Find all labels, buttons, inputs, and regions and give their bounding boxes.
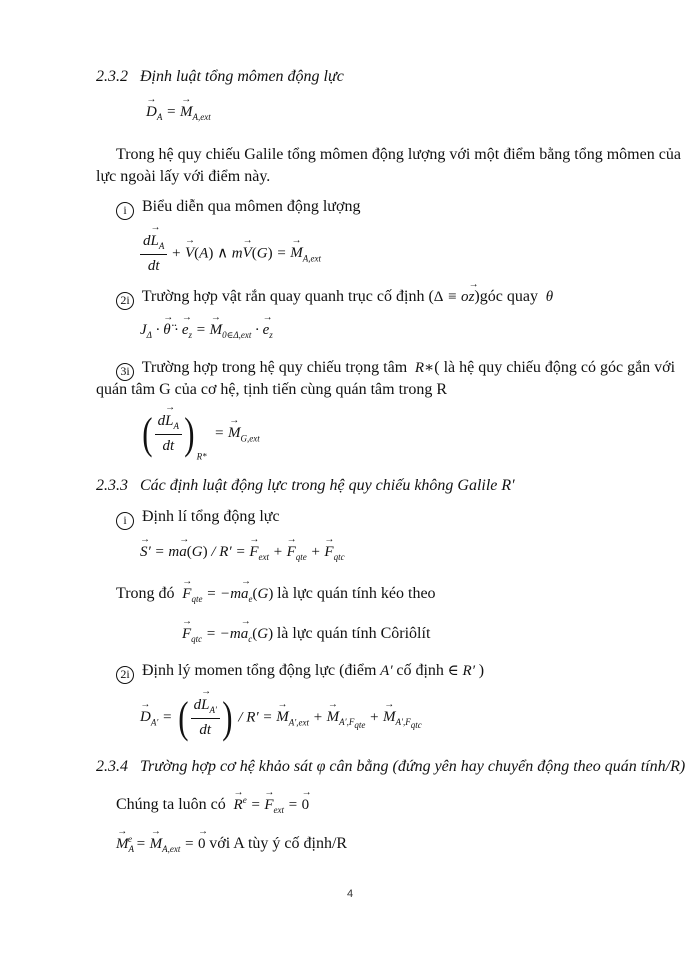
section-heading-2-3-4: 2.3.4 Trường hợp cơ hệ khảo sát φ cân bằng (đứng yên hay chuyển động theo quán tính/R) bbox=[96, 758, 686, 775]
intro-paragraph-line-1: Trong hệ quy chiếu Galile tổng mômen động lượng với một điểm bằng tổng mômen của bbox=[116, 146, 681, 163]
item-number-badge: 2i bbox=[116, 292, 134, 310]
equation-angular-momentum-derivative: $\frac{d\to L_A}{dt}$ + → V(A) ∧ m→ V(G) = → $M_{A,ext}$ bbox=[140, 232, 321, 276]
equation-non-galilean-moment: → $D_{A'}$ = ( $\frac{d\to L_{A'}}{dt}$ ) / R′ = → $M_{A',ext}$ + → $M_{A',F_{qte}}$ + → $M_{A',F_{qtc}}$ bbox=[140, 696, 422, 740]
equation-angular-dynamics: → $D_A$ = → $M_{A,ext}$ bbox=[146, 104, 211, 122]
section-heading-2-3-2: 2.3.2 Định luật tổng mômen động lực bbox=[96, 68, 344, 85]
list-item-center-of-mass-frame: 3i Trường hợp trong hệ quy chiếu trọng tâm R∗( là hệ quy chiếu động có góc gắn với bbox=[116, 358, 675, 381]
section-heading-2-3-3: 2.3.3 Các định luật động lực trong hệ quy chiếu không Galile R′ bbox=[96, 477, 515, 494]
list-item-total-dynamics-theorem: i Định lí tổng động lực bbox=[116, 508, 280, 530]
item-number-badge: i bbox=[116, 512, 134, 530]
equilibrium-moment-condition: → $M_A^e$ = → $M_{A,ext}$ = → 0 với A tùy ý cố định/R bbox=[116, 834, 347, 854]
list-item-fixed-axis-rotation: 2i Trường hợp vật rắn quay quanh trục cố định (Δ ≡ o→ z)góc quay θ bbox=[116, 288, 553, 310]
item-number-badge: 3i bbox=[116, 363, 134, 381]
equilibrium-force-condition: Chúng ta luôn có → $R^e$ = → $F_{ext}$ = → 0 bbox=[116, 795, 309, 815]
equation-center-of-mass-frame: ( $\frac{d\to L_A}{dt}$ ) $_{R*}$ = → $M_{G,ext}$ bbox=[140, 412, 260, 461]
list-item-total-moment-theorem: 2i Định lý momen tổng động lực (điểm A′ cố định ∈ R′ ) bbox=[116, 661, 484, 684]
equation-fixed-axis: $J_\Delta$ · → θ̈ · → $e_z$ = → $M_{0\in\Delta,ext}$ · → $e_z$ bbox=[140, 322, 273, 341]
intro-paragraph-line-2: lực ngoài lấy với điểm này. bbox=[96, 168, 271, 185]
list-item-angular-momentum: i Biểu diễn qua mômen động lượng bbox=[116, 198, 360, 220]
definition-entrainment-force: Trong đó → $F_{qte} = -m\to a_e(G)$ là lực quán tính kéo theo bbox=[116, 585, 436, 604]
item-number-badge: i bbox=[116, 202, 134, 220]
equation-non-galilean-dynamics: → S′ = m→ a(G) / R′ = → $F_{ext}$ + → $F_{qte}$ + → $F_{qtc}$ bbox=[140, 544, 345, 562]
page-number: 4 bbox=[346, 888, 354, 900]
definition-coriolis-force: → $F_{qtc} = -m\to a_c(G)$ là lực quán tính Côriôlít bbox=[182, 625, 430, 644]
item-number-badge: 2i bbox=[116, 666, 134, 684]
list-item-3i-continuation: quán tâm G của cơ hệ, tịnh tiến cùng quán tâm trong R bbox=[96, 381, 448, 398]
